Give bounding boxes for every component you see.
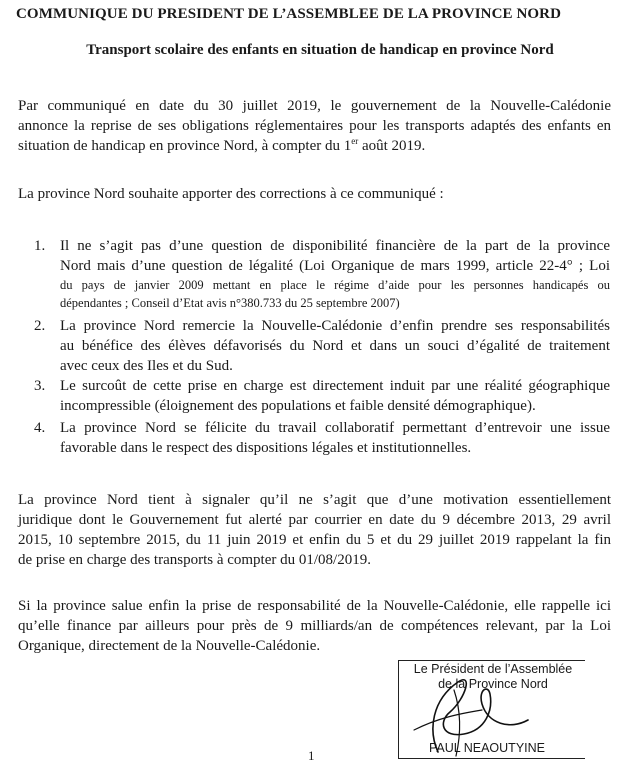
paragraph-line: de prise en charge des transports à compter du 01/08/2019. bbox=[18, 552, 371, 568]
document-subtitle: Transport scolaire des enfants en situation de handicap en province Nord bbox=[86, 42, 554, 58]
lead-paragraph: La province Nord souhaite apporter des corrections à ce communiqué : bbox=[18, 186, 444, 202]
list-item-text bbox=[60, 418, 610, 458]
list-line: Le surcoût de cette prise en charge est directement induit par une réalité géographique bbox=[60, 378, 610, 394]
signatory-name: PAUL NEAOUTYINE bbox=[429, 741, 545, 755]
list-number: 1. bbox=[34, 238, 46, 254]
list-number: 4. bbox=[34, 420, 46, 436]
list-line: avec ceux des Iles et du Sud. bbox=[60, 358, 233, 374]
list-line: Il ne s’agit pas d’une question de disponibilité financière de la part de la province bbox=[60, 238, 610, 254]
list-item-text bbox=[60, 316, 610, 376]
signatory-title-line: Le Président de l’Assemblée bbox=[413, 662, 573, 676]
list-line: Nord mais d’une question de légalité (Loi Organique de mars 1999, article 22-4° ; Loi bbox=[60, 258, 610, 274]
intro-line: Par communiqué en date du 30 juillet 2019, le gouvernement de la Nouvelle-Calédonie bbox=[18, 98, 611, 114]
paragraph-line: La province Nord tient à signaler qu’il ne s’agit que d’une motivation essentiellement bbox=[18, 492, 611, 508]
list-line: favorable dans le respect des dispositions légales et institutionnelles. bbox=[60, 440, 472, 456]
ordinal-superscript: er bbox=[351, 136, 359, 146]
list-line: du pays de janvier 2009 mettant en place le régime d’aide pour les personnes handicapés ou bbox=[60, 278, 610, 292]
list-number: 2. bbox=[34, 318, 46, 334]
intro-line bbox=[18, 136, 611, 156]
paragraph-line: Organique, directement de la Nouvelle-Calédonie. bbox=[18, 638, 321, 654]
intro-paragraph bbox=[18, 96, 611, 156]
paragraph-line: juridique dont le Gouvernement fut alerté par courrier en date du 9 décembre 2013, 29 avril bbox=[18, 512, 611, 528]
list-line: La province Nord se félicite du travail collaboratif permettant d’entrevoir une issue bbox=[60, 420, 610, 436]
signatory-title-line: de la Province Nord bbox=[438, 677, 548, 691]
intro-text: août 2019. bbox=[358, 138, 426, 154]
list-line: au bénéfice des élèves défavorisés du Nord et dans un souci d’égalité de traitement bbox=[60, 338, 610, 354]
paragraph-line: Si la province salue enfin la prise de responsabilité de la Nouvelle-Calédonie, elle rappelle ici bbox=[18, 598, 611, 614]
paragraph-line: 2015, 10 septembre 2015, du 11 juin 2019 et enfin du 5 et du 29 juillet 2019 rappelant la fin bbox=[18, 532, 611, 548]
legal-paragraph bbox=[18, 490, 611, 570]
intro-line: annonce la reprise de ses obligations réglementaires pour les transports adaptés des enfants en bbox=[18, 118, 611, 134]
closing-paragraph bbox=[18, 596, 611, 656]
list-line: dépendantes ; Conseil d’Etat avis n°380.733 du 25 septembre 2007) bbox=[60, 296, 400, 310]
list-number: 3. bbox=[34, 378, 46, 394]
intro-text: situation de handicap en province Nord, à compter du 1 bbox=[18, 138, 352, 154]
handwritten-signature bbox=[398, 660, 584, 760]
document-title: COMMUNIQUE DU PRESIDENT DE L’ASSEMBLEE DE LA PROVINCE NORD bbox=[16, 6, 562, 22]
paragraph-line: qu’elle finance par ailleurs pour près de 9 milliards/an de compétences relevant, par la Loi bbox=[18, 618, 611, 634]
list-line: incompressible (éloignement des populations et faible densité démographique). bbox=[60, 398, 536, 414]
list-line: La province Nord remercie la Nouvelle-Calédonie d’enfin prendre ses responsabilités bbox=[60, 318, 610, 334]
list-item-text bbox=[60, 236, 610, 312]
list-item-text bbox=[60, 376, 610, 416]
page-number: 1 bbox=[308, 748, 315, 763]
